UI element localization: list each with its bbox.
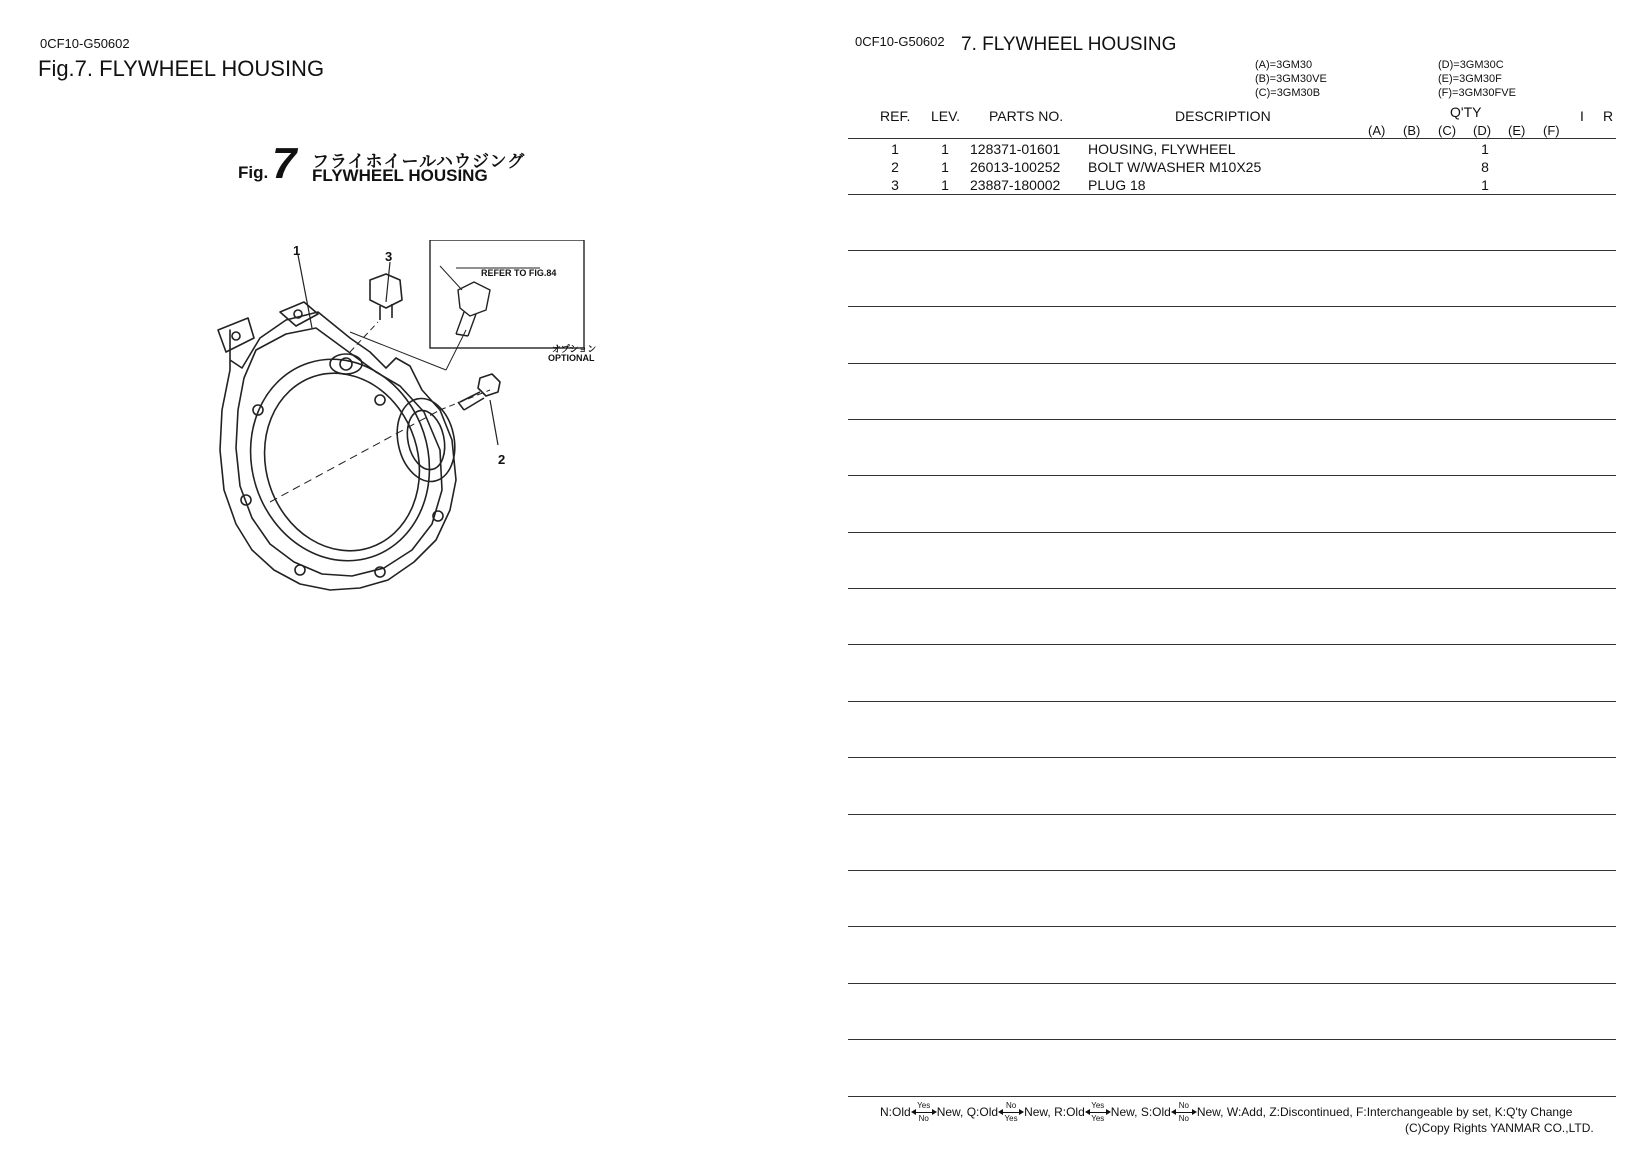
double-arrow-icon: Yes Yes <box>1086 1103 1110 1123</box>
row-lev: 1 <box>941 141 949 157</box>
legend-tail: W:Add, Z:Discontinued, F:Interchangeable by set, K:Q'ty Change <box>1226 1105 1573 1120</box>
row-ref: 1 <box>891 141 899 157</box>
legend-n-old: N:Old <box>880 1105 911 1120</box>
right-page-code: 0CF10-G50602 <box>855 34 945 49</box>
double-arrow-icon: No Yes <box>999 1103 1023 1123</box>
double-arrow-icon: Yes No <box>912 1103 936 1123</box>
table-rule <box>848 701 1616 702</box>
row-parts-no: 23887-180002 <box>970 177 1061 193</box>
table-rule <box>848 194 1616 195</box>
header-ref: REF. <box>880 108 911 124</box>
header-description: DESCRIPTION <box>1175 108 1271 124</box>
legend-s-new: New, <box>1196 1105 1224 1120</box>
table-rule <box>848 926 1616 927</box>
model-d: (D)=3GM30C <box>1438 59 1504 71</box>
header-col-e: (E) <box>1508 123 1526 138</box>
row-ref: 2 <box>891 159 899 175</box>
inset-refer-label: REFER TO FIG.84 <box>481 268 557 278</box>
model-c: (C)=3GM30B <box>1255 87 1321 99</box>
legend-n-new: New, <box>936 1105 964 1120</box>
callout-3: 3 <box>385 249 393 264</box>
row-qty-d: 1 <box>1481 177 1489 193</box>
table-rule <box>848 419 1616 420</box>
table-rule <box>848 532 1616 533</box>
right-page-title: 7. FLYWHEEL HOUSING <box>961 34 1177 55</box>
fig-title-en: FLYWHEEL HOUSING <box>312 166 488 185</box>
model-b: (B)=3GM30VE <box>1255 73 1327 85</box>
header-i: I <box>1580 108 1584 124</box>
header-col-b: (B) <box>1403 123 1421 138</box>
legend-r-old: R:Old <box>1054 1105 1085 1120</box>
row-parts-no: 128371-01601 <box>970 141 1061 157</box>
left-page-code: 0CF10-G50602 <box>40 36 130 51</box>
legend-q-old: Q:Old <box>966 1105 999 1120</box>
double-arrow-icon: $\frac{No}{No}$ <box>1172 1103 1196 1123</box>
model-f: (F)=3GM30FVE <box>1438 87 1516 99</box>
models-left <box>1255 58 1327 100</box>
row-description: BOLT W/WASHER M10X25 <box>1088 159 1262 175</box>
table-rule <box>848 363 1616 364</box>
fig-title-jp: フライホイールハウジング <box>312 152 526 171</box>
fig-prefix: Fig. <box>238 163 269 182</box>
row-qty-d: 8 <box>1481 159 1489 175</box>
header-col-a: (A) <box>1368 123 1386 138</box>
header-lev: LEV. <box>931 108 961 124</box>
table-rule <box>848 757 1616 758</box>
table-rule <box>848 983 1616 984</box>
inset-optional-jp: オプション <box>552 344 597 354</box>
legend-q-new: New, <box>1024 1105 1051 1120</box>
table-rule <box>848 1096 1616 1097</box>
header-rule <box>848 138 1616 139</box>
flywheel-housing-drawing <box>200 240 620 600</box>
left-page-title: Fig.7. FLYWHEEL HOUSING <box>38 56 325 81</box>
models-right <box>1438 58 1516 100</box>
table-rule <box>848 1039 1616 1040</box>
callout-2: 2 <box>498 452 506 467</box>
legend-s-old: S:Old <box>1140 1105 1171 1120</box>
callout-1: 1 <box>293 243 301 258</box>
header-parts-no: PARTS NO. <box>989 108 1064 124</box>
legend-r-new: New, <box>1110 1105 1138 1120</box>
table-rule <box>848 475 1616 476</box>
table-rule <box>848 588 1616 589</box>
table-rule <box>848 250 1616 251</box>
model-a: (A)=3GM30 <box>1255 59 1313 71</box>
row-description: HOUSING, FLYWHEEL <box>1088 141 1236 157</box>
change-code-legend <box>880 1103 1572 1123</box>
inset-optional-en: OPTIONAL <box>548 353 595 363</box>
row-parts-no: 26013-100252 <box>970 159 1061 175</box>
table-rule <box>848 870 1616 871</box>
header-col-d: (D) <box>1473 123 1492 138</box>
row-description: PLUG 18 <box>1088 177 1146 193</box>
fig-number: 7 <box>272 139 297 188</box>
table-rule <box>848 814 1616 815</box>
row-lev: 1 <box>941 177 949 193</box>
header-r: R <box>1603 108 1614 124</box>
table-rule <box>848 306 1616 307</box>
row-ref: 3 <box>891 177 899 193</box>
table-rule <box>848 644 1616 645</box>
header-col-c: (C) <box>1438 123 1457 138</box>
header-col-f: (F) <box>1543 123 1560 138</box>
copyright: (C)Copy Rights YANMAR CO.,LTD. <box>1405 1121 1594 1135</box>
row-qty-d: 1 <box>1481 141 1489 157</box>
row-lev: 1 <box>941 159 949 175</box>
header-qty: Q'TY <box>1450 104 1482 120</box>
model-e: (E)=3GM30F <box>1438 73 1502 85</box>
